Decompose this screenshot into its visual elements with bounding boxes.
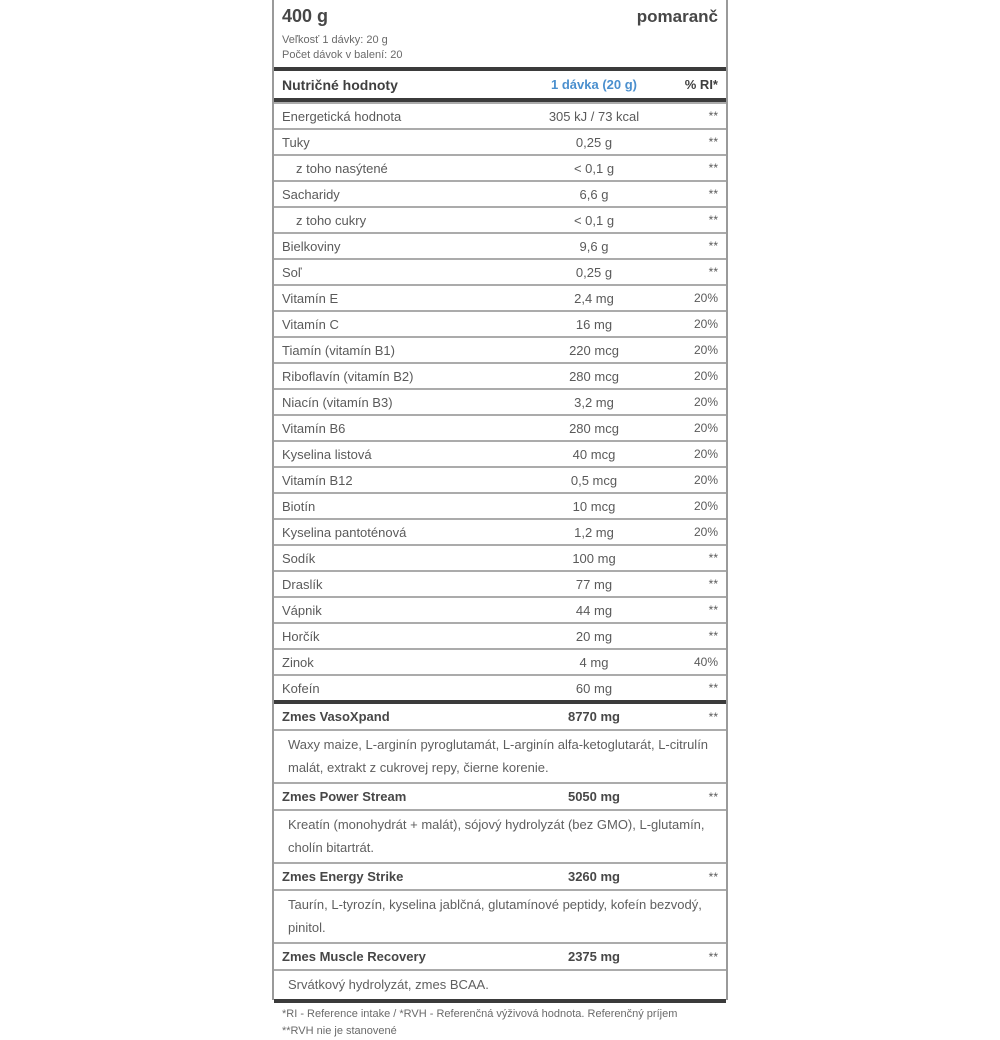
row-value: 280 mcg [569, 420, 619, 436]
row-value: 2,4 mg [574, 290, 614, 306]
row-ri: ** [708, 551, 718, 565]
row-label: Zinok [282, 654, 314, 670]
table-row [274, 674, 726, 700]
row-label: Draslík [282, 576, 323, 592]
footnote-line: **RVH nie je stanovené [282, 1025, 397, 1037]
row-value: 77 mg [575, 576, 613, 592]
row-label: Vitamín C [282, 316, 339, 332]
row-value: 3,2 mg [574, 394, 614, 410]
blend-row [274, 942, 726, 969]
blend-row [274, 782, 726, 809]
row-ri: 20% [693, 343, 718, 357]
column-header-ri: % RI* [684, 77, 718, 92]
row-ri: 20% [693, 317, 718, 331]
row-value: 0,25 g [575, 264, 613, 280]
weight-flavor-line [282, 6, 718, 27]
table-row [274, 544, 726, 570]
table-row [274, 102, 726, 128]
blend-name: Zmes VasoXpand [282, 709, 390, 724]
row-value: 220 mcg [569, 342, 619, 358]
table-row [274, 518, 726, 544]
table-row [274, 492, 726, 518]
table-row [274, 570, 726, 596]
table-row [274, 180, 726, 206]
row-label: Tuky [282, 134, 310, 150]
row-value: 0,25 g [575, 134, 613, 150]
blend-ri: ** [708, 789, 718, 804]
row-value: 16 mg [575, 316, 613, 332]
row-ri: 20% [693, 473, 718, 487]
blend-name: Zmes Energy Strike [282, 869, 404, 884]
row-ri: 20% [693, 395, 718, 409]
row-ri: ** [708, 577, 718, 591]
row-value: 9,6 g [579, 238, 609, 254]
serving-size: Veľkosť 1 dávky: 20 g [282, 34, 388, 46]
row-value: 40 mcg [572, 446, 616, 462]
row-value: 100 mg [572, 550, 616, 566]
table-row [274, 336, 726, 362]
blend-amount: 8770 mg [567, 709, 621, 724]
table-row [274, 232, 726, 258]
blend-name: Zmes Muscle Recovery [282, 949, 426, 964]
row-ri: 20% [693, 291, 718, 305]
blend-amount: 2375 mg [567, 949, 621, 964]
row-label: Vápnik [282, 602, 322, 618]
row-label: Sodík [282, 550, 316, 566]
row-ri: ** [708, 109, 718, 123]
blend-description: Waxy maize, L-arginín pyroglutamát, L-arginín alfa-ketoglutarát, L-citrulín malát, extrakt z cukrovej repy, čierne korenie. [274, 729, 726, 782]
table-row [274, 414, 726, 440]
blend-description: Kreatín (monohydrát + malát), sójový hydrolyzát (bez GMO), L-glutamín, cholín bitartrát. [274, 809, 726, 862]
row-ri: 20% [693, 525, 718, 539]
table-row [274, 206, 726, 232]
package-weight: 400 g [282, 6, 329, 26]
table-row [274, 596, 726, 622]
table-row [274, 648, 726, 674]
row-label: Kyselina listová [282, 446, 372, 462]
row-ri: ** [708, 135, 718, 149]
footnote-line: *RI - Reference intake / *RVH - Referenčná výživová hodnota. Referenčný príjem [282, 1008, 678, 1020]
row-ri: 40% [693, 655, 718, 669]
row-value: 60 mg [575, 680, 613, 696]
label-header [274, 0, 726, 67]
row-value: 305 kJ / 73 kcal [548, 108, 640, 124]
blend-ri: ** [708, 869, 718, 884]
servings-per-pack: Počet dávok v balení: 20 [282, 49, 403, 61]
table-row [274, 258, 726, 284]
row-value: 44 mg [575, 602, 613, 618]
table-row [274, 440, 726, 466]
row-ri: ** [708, 629, 718, 643]
row-value: 1,2 mg [574, 524, 614, 540]
nutrition-rows [274, 102, 726, 700]
row-label: Tiamín (vitamín B1) [282, 342, 395, 358]
row-value: 4 mg [579, 654, 609, 670]
blend-amount: 5050 mg [567, 789, 621, 804]
row-ri: ** [708, 603, 718, 617]
row-ri: ** [708, 213, 718, 227]
blend-row [274, 704, 726, 729]
blend-name: Zmes Power Stream [282, 789, 407, 804]
row-ri: 20% [693, 369, 718, 383]
table-row [274, 128, 726, 154]
table-row [274, 622, 726, 648]
row-value: 280 mcg [569, 368, 619, 384]
row-label: z toho cukry [296, 212, 367, 228]
row-label: Energetická hodnota [282, 108, 402, 124]
row-value: 0,5 mcg [570, 472, 618, 488]
row-ri: 20% [693, 499, 718, 513]
table-row [274, 284, 726, 310]
row-ri: ** [708, 681, 718, 695]
row-label: Vitamín B12 [282, 472, 353, 488]
row-ri: ** [708, 187, 718, 201]
blend-description: Taurín, L-tyrozín, kyselina jablčná, glutamínové peptidy, kofeín bezvodý, pinitol. [274, 889, 726, 942]
row-label: Biotín [282, 498, 316, 514]
blend-ri: ** [708, 949, 718, 964]
row-value: 20 mg [575, 628, 613, 644]
blend-amount: 3260 mg [567, 869, 621, 884]
row-ri: ** [708, 239, 718, 253]
table-header-row [274, 71, 726, 98]
row-value: < 0,1 g [573, 160, 615, 176]
blend-description: Srvátkový hydrolyzát, zmes BCAA. [274, 969, 726, 999]
blend-row [274, 862, 726, 889]
table-row [274, 310, 726, 336]
blend-ri: ** [708, 709, 718, 724]
row-label: z toho nasýtené [296, 160, 388, 176]
table-row [274, 466, 726, 492]
row-label: Niacín (vitamín B3) [282, 394, 393, 410]
column-header-nutrients: Nutričné hodnoty [282, 76, 398, 93]
column-header-serving: 1 dávka (20 g) [551, 77, 637, 92]
row-label: Sacharidy [282, 186, 340, 202]
row-ri: ** [708, 265, 718, 279]
blend-sections [274, 704, 726, 999]
row-label: Bielkoviny [282, 238, 341, 254]
row-label: Vitamín E [282, 290, 339, 306]
table-row [274, 388, 726, 414]
flavor-name: pomaranč [636, 7, 718, 26]
row-value: 10 mcg [572, 498, 616, 514]
row-label: Soľ [282, 264, 302, 280]
row-ri: ** [708, 161, 718, 175]
nutrition-label [272, 0, 728, 1037]
row-value: < 0,1 g [573, 212, 615, 228]
row-label: Horčík [282, 628, 320, 644]
row-label: Kyselina pantoténová [282, 524, 407, 540]
table-row [274, 154, 726, 180]
row-value: 6,6 g [579, 186, 609, 202]
footnotes [274, 1003, 726, 1040]
row-label: Riboflavín (vitamín B2) [282, 368, 414, 384]
row-label: Vitamín B6 [282, 420, 346, 436]
table-row [274, 362, 726, 388]
row-label: Kofeín [282, 680, 320, 696]
row-ri: 20% [693, 447, 718, 461]
row-ri: 20% [693, 421, 718, 435]
